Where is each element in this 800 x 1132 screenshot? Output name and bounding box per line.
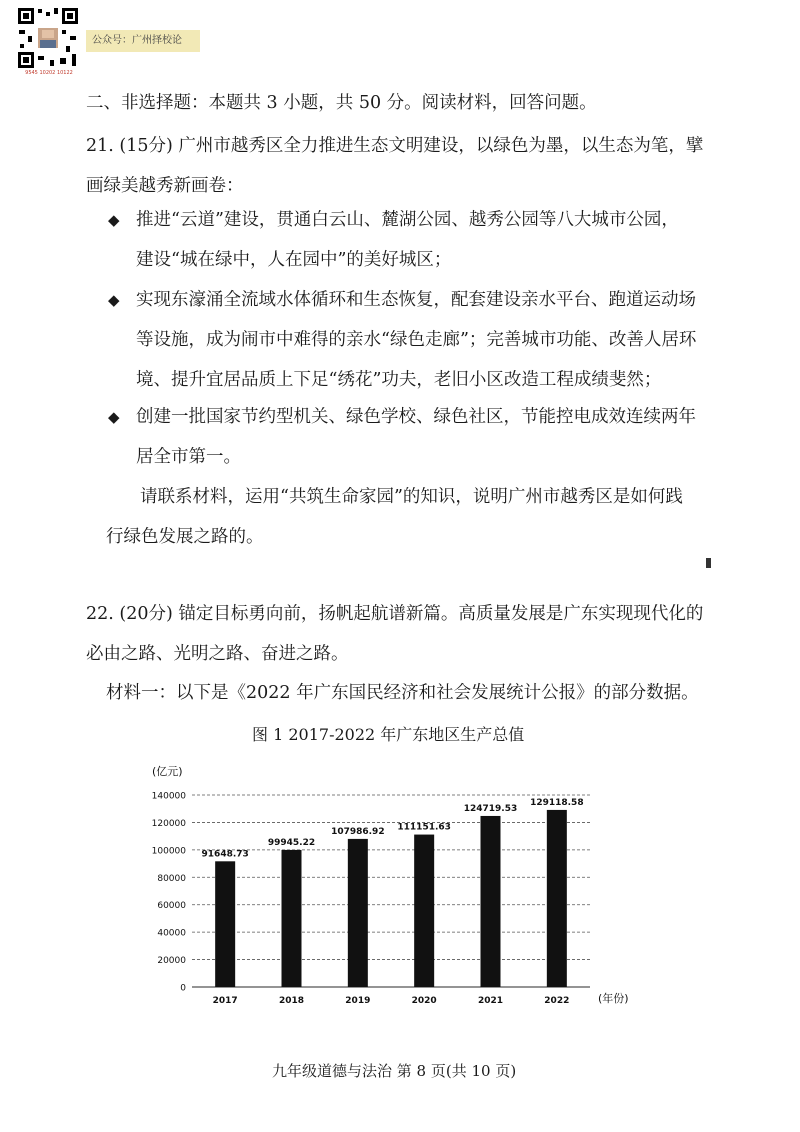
q22-material1: 材料一：以下是《2022 年广东国民经济和社会发展统计公报》的部分数据。 (106, 683, 699, 703)
x-tick-label: 2017 (212, 996, 238, 1006)
y-tick-label: 80000 (157, 873, 186, 884)
q21-question-line2: 行绿色发展之路的。 (106, 527, 264, 547)
x-tick-label: 2020 (411, 996, 437, 1006)
bullet-diamond-icon: ◆ (108, 291, 120, 309)
x-tick-label: 2019 (345, 996, 371, 1006)
bar-value-label: 124719.53 (463, 803, 518, 814)
bar-2021 (481, 816, 501, 987)
y-tick-label: 0 (180, 983, 186, 994)
q21-bullet2-line2: 等设施，成为闹市中难得的亲水“绿色走廊”；完善城市功能、改善人居环 (136, 330, 697, 350)
x-axis-label: (年份) (598, 992, 629, 1005)
gdp-bar-chart (120, 760, 660, 1015)
bar-2020 (414, 835, 434, 987)
q21-bullet1-line2: 建设“城在绿中，人在园中”的美好城区； (136, 250, 452, 270)
qr-code-icon (16, 6, 80, 70)
y-tick-label: 100000 (151, 846, 186, 857)
q21-question-line1: 请联系材料，运用“共筑生命家园”的知识，说明广州市越秀区是如何践 (140, 487, 683, 507)
q21-bullet3-line2: 居全市第一。 (136, 447, 241, 467)
bar-2019 (348, 839, 368, 987)
scan-mark (706, 558, 711, 568)
q21-bullet2-line3: 境、提升宜居品质上下足“绣花”功夫，老旧小区改造工程成绩斐然； (136, 370, 662, 390)
figure-title: 图 1 2017-2022 年广东地区生产总值 (252, 725, 525, 744)
x-tick-label: 2018 (278, 996, 305, 1006)
section-heading: 二、非选择题：本题共 3 小题，共 50 分。阅读材料，回答问题。 (86, 93, 597, 113)
bar-value-label: 129118.58 (530, 797, 584, 808)
bar-value-label: 99945.22 (267, 837, 316, 848)
x-tick-label: 2022 (544, 996, 570, 1006)
q21-stem-line1: 21. (15分) 广州市越秀区全力推进生态文明建设，以绿色为墨，以生态为笔，擘 (86, 136, 704, 156)
bar-value-label: 91648.73 (201, 849, 249, 860)
q21-bullet3-line1: 创建一批国家节约型机关、绿色学校、绿色社区，节能控电成效连续两年 (136, 407, 696, 427)
bar-value-label: 107986.92 (331, 826, 385, 837)
q21-bullet2-line1: 实现东濠涌全流域水体循环和生态恢复，配套建设亲水平台、跑道运动场 (136, 290, 696, 310)
y-tick-label: 60000 (157, 901, 186, 912)
y-tick-label: 40000 (157, 928, 186, 939)
y-tick-label: 20000 (157, 956, 186, 967)
q21-bullet1-line1: 推进“云道”建设，贯通白云山、麓湖公园、越秀公园等八大城市公园， (136, 210, 679, 230)
y-tick-label: 120000 (151, 818, 186, 829)
q22-stem-line2: 必由之路、光明之路、奋进之路。 (86, 644, 349, 664)
bar-value-label: 111151.63 (397, 822, 451, 833)
x-tick-label: 2021 (477, 996, 504, 1006)
bar-2017 (215, 861, 235, 987)
account-notice: 公众号：广州择校论 (86, 30, 200, 52)
bar-2022 (547, 810, 567, 987)
bar-2018 (282, 850, 302, 987)
bullet-diamond-icon: ◆ (108, 408, 120, 426)
y-tick-label: 140000 (151, 791, 186, 802)
qr-caption: 9545 10202 10122 (25, 70, 73, 76)
y-axis-label: (亿元) (152, 765, 183, 778)
bullet-diamond-icon: ◆ (108, 211, 120, 229)
q21-stem-line2: 画绿美越秀新画卷： (86, 176, 244, 196)
page-footer: 九年级道德与法治 第 8 页(共 10 页) (272, 1062, 517, 1080)
q22-stem-line1: 22. (20分) 锚定目标勇向前，扬帆起航谱新篇。高质量发展是广东实现现代化的 (86, 604, 704, 624)
